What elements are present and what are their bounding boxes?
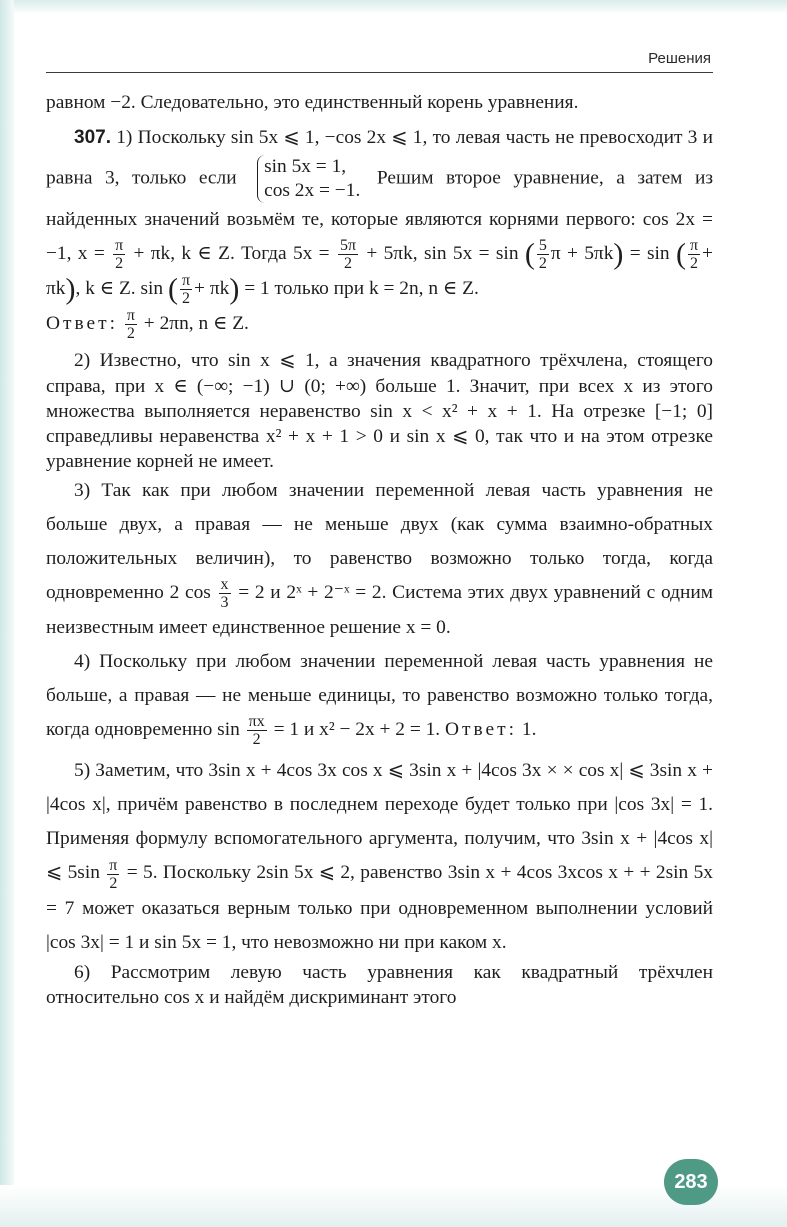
fraction-x-over-3: $\frac{x}{3}$ [220,576,229,612]
fraction-pi-over-2: $\frac{\pi}{2}$ [126,307,135,343]
paragraph-307-4: 4) Поскольку при любом значении переменной левая часть уравнения не больше, а правая — не меньше единицы, то равенство возможно только тогда, когда одновременно sin $\frac{\pi x}{2}$ = 1 и x² − 2x + 2 = 1. Ответ: 1. [46,651,713,749]
paragraph-continuation: равном −2. Следовательно, это единственный корень уравнения. [46,92,579,113]
fraction-pix-over-2: $\frac{\pi x}{2}$ [248,713,265,749]
fraction-pi-over-2: $\frac{\pi}{2}$ [689,237,699,273]
fraction-pi-over-2: $\frac{\pi}{2}$ [181,272,191,308]
fraction-pi-over-2: $\frac{\pi}{2}$ [109,856,118,892]
fraction-5-over-2: $\frac{5}{2}$ [538,237,547,273]
paragraph-307-6: 6) Рассмотрим левую часть уравнения как квадратный трёхчлен относительно cos x и найдём дискриминант этого [46,961,713,1008]
answer-1: Ответ: $\frac{\pi}{2}$ + 2πn, n ∈ Z. [46,307,249,343]
page-body [46,90,713,1010]
top-margin-band [0,0,787,14]
page-number-badge: 283 [664,1159,718,1205]
paragraph-307-3: 3) Так как при любом значении переменной левая часть уравнения не больше двух, а правая — не меньше двух (как сумма взаимно-обратных положительных величин), то равенство возможно только тогда, когда одновременно 2 cos $\frac{x}{3}$ = 2 и 2ˣ + 2⁻ˣ = 2. Система этих двух уравнений с одним неизвестным имеет единственное решение x = 0. [46,480,713,639]
left-margin-band [0,0,14,1227]
fraction-pi-over-2: $\frac{\pi}{2}$ [115,237,124,273]
problem-number: 307. [74,127,111,149]
paragraph-307-5: 5) Заметим, что 3sin x + 4cos 3x cos x ⩽ 3sin x + |4cos 3x × × cos x| ⩽ 3sin x + |4cos x|, причём равенство в последнем переходе будет только при |cos 3x| = 1. Применяя формулу вспомогательного аргумента, получим, что 3sin x + |4cos x| ⩽ 5sin $\frac{\pi}{2}$ = 5. Поскольку 2sin 5x ⩽ 2, равенство 3sin x + 4cos 3xcos x + + 2sin 5x = 7 может оказаться верным только при одновременном выполнении условий |cos 3x| = 1 и sin 5x = 1, что невозможно ни при каком x. [46,760,713,953]
running-head: Решения [648,50,711,67]
fraction-5pi-over-2: $\frac{5\pi}{2}$ [339,237,357,273]
paragraph-307-1: 307. 1) Поскольку sin 5x ⩽ 1, −cos 2x ⩽ 1, то левая часть не превосходит 3 и равна 3, только если sin 5x = 1, cos 2x = −1. Решим второе уравнение, а затем из найденных значений возьмём те, которые являются корнями первого: cos 2x = −1, x = $\frac{\pi}{2}$ + πk, k ∈ Z. Тогда 5x = $\frac{5\pi}{2}$ + 5πk, sin 5x = sin ( $\frac{5}{2}$ π + 5πk) = sin ( $\frac{\pi}{2}$ + πk), k ∈ Z. sin ( $\frac{\pi}{2}$ + πk) = 1 только при k = 2n, n ∈ Z. [46,127,713,308]
paragraph-307-2: 2) Известно, что sin x ⩽ 1, а значения квадратного трёхчлена, стоящего справа, при x ∈ (−∞; −1) ∪ (0; +∞) больше 1. Значит, при всех x из этого множества выполняется неравенство sin x < x² + x + 1. На отрезке [−1; 0] справедливы неравенства x² + x + 1 > 0 и sin x ⩽ 0, так что и на этом отрезке уравнение корней не имеет. [46,350,713,473]
equation-system: sin 5x = 1, cos 2x = −1. [257,155,360,203]
header-rule [46,72,713,73]
